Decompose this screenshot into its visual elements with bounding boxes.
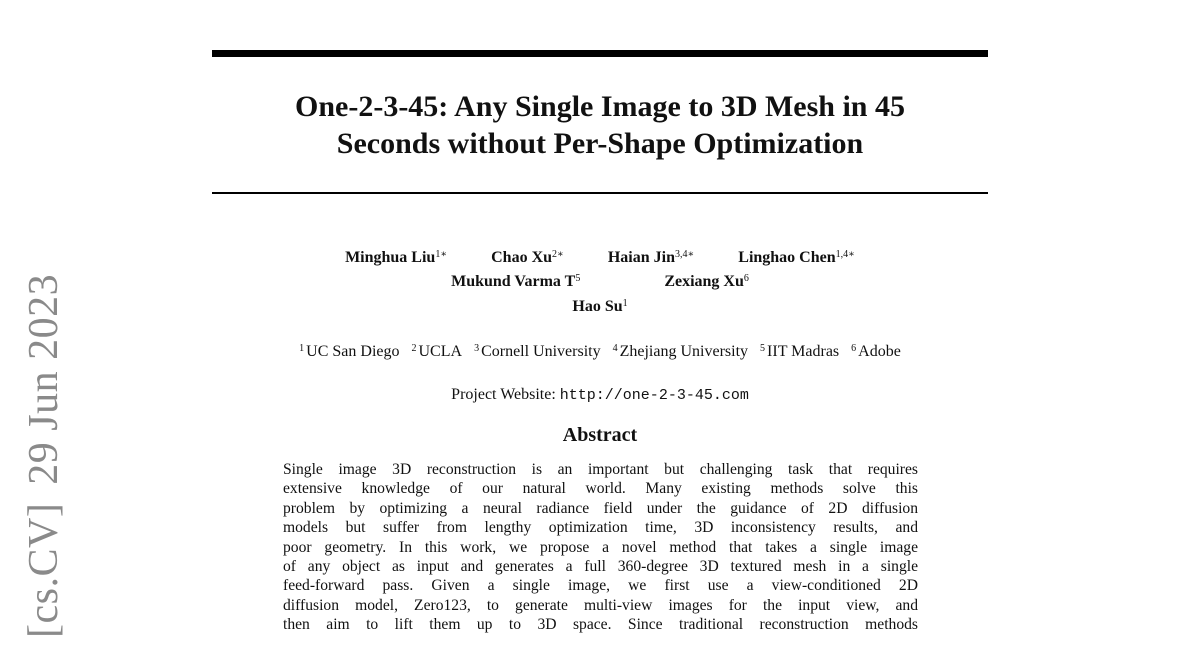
abstract-line: feed-forward pass. Given a single image, we first use a view-conditioned 2D: [283, 577, 918, 595]
title-line-2: Seconds without Per-Shape Optimization: [336, 127, 864, 160]
abstract-heading: Abstract: [562, 424, 638, 446]
arxiv-category: [cs.CV]: [21, 502, 67, 638]
affiliation-cornell: [474, 343, 601, 360]
affiliation-zhejiang: [613, 343, 748, 360]
author-linghao-chen: [738, 248, 855, 268]
title-bottom-rule: [212, 192, 988, 194]
project-website-link[interactable]: http://one-2-3-45.com: [559, 387, 749, 404]
abstract-line: poor geometry. In this work, we propose a novel method that takes a single image: [283, 538, 918, 556]
title-line-1: One-2-3-45: Any Single Image to 3D Mesh in 45: [295, 90, 905, 123]
affiliation-name: Adobe: [858, 343, 901, 360]
abstract-line: Single image 3D reconstruction is an important but challenging task that requires: [283, 461, 918, 478]
affiliation-uc-san-diego: [299, 343, 399, 360]
author-chao-xu: [491, 248, 564, 268]
arxiv-date: 29 Jun 2023: [21, 273, 67, 485]
author-name: Minghua Liu: [345, 249, 436, 266]
author-zexiang-xu: [664, 272, 749, 292]
author-name: Zexiang Xu: [664, 273, 744, 290]
abstract-body: [283, 460, 918, 648]
author-name: Chao Xu: [491, 249, 553, 266]
author-affiliation-mark: 3,4∗: [674, 249, 695, 260]
arxiv-side-stamp: [20, 256, 68, 638]
author-name: Linghao Chen: [738, 249, 836, 266]
author-row-1: [212, 248, 988, 268]
abstract-line: diffusion model, Zero123, to generate multi-view images for the input view, and: [283, 596, 918, 614]
affiliation-ucla: [412, 343, 463, 360]
affiliation-name: UCLA: [418, 343, 463, 360]
affiliation-number: 2: [411, 343, 417, 354]
author-affiliation-mark: 5: [575, 273, 581, 284]
abstract-line: of any object as input and generates a full 360-degree 3D textured mesh in a single: [283, 558, 918, 576]
author-affiliation-mark: 2∗: [552, 249, 564, 260]
project-website: [212, 385, 988, 406]
author-mukund-varma-t: [451, 272, 580, 292]
affiliation-iit-madras: [760, 343, 839, 360]
abstract-line: extensive knowledge of our natural world. Many existing methods solve this: [283, 480, 918, 498]
project-website-label: Project Website:: [451, 386, 560, 403]
author-row-3: [212, 297, 988, 317]
author-haian-jin: [608, 248, 694, 268]
author-hao-su: [572, 297, 627, 317]
author-name: Hao Su: [572, 298, 623, 315]
author-affiliation-mark: 6: [743, 273, 749, 284]
affiliation-name: UC San Diego: [306, 343, 400, 360]
paper-title: [212, 88, 988, 162]
author-affiliation-mark: 1∗: [435, 249, 448, 260]
author-affiliation-mark: 1: [622, 298, 628, 309]
top-rule: [212, 50, 988, 57]
affiliation-number: 3: [474, 343, 480, 354]
author-name: Haian Jin: [607, 249, 675, 266]
affiliation-name: Zhejiang University: [619, 343, 749, 360]
affiliation-name: Cornell University: [481, 343, 601, 360]
affiliation-number: 1: [299, 343, 305, 354]
abstract-line: then aim to lift them up to 3D space. Since traditional reconstruction methods: [283, 616, 918, 634]
author-affiliation-mark: 1,4∗: [835, 249, 855, 260]
affiliation-number: 6: [851, 343, 857, 354]
affiliations-line: [190, 342, 1010, 362]
affiliation-adobe: [851, 343, 901, 360]
abstract-line: models but suffer from lengthy optimization time, 3D inconsistency results, and: [283, 519, 918, 537]
affiliation-number: 5: [760, 343, 766, 354]
author-name: Mukund Varma T: [451, 273, 576, 290]
abstract-line: problem by optimizing a neural radiance field under the guidance of 2D diffusion: [283, 499, 918, 517]
author-row-2: [212, 272, 988, 292]
affiliation-number: 4: [612, 343, 618, 354]
author-minghua-liu: [345, 248, 447, 268]
affiliation-name: IIT Madras: [767, 343, 840, 360]
